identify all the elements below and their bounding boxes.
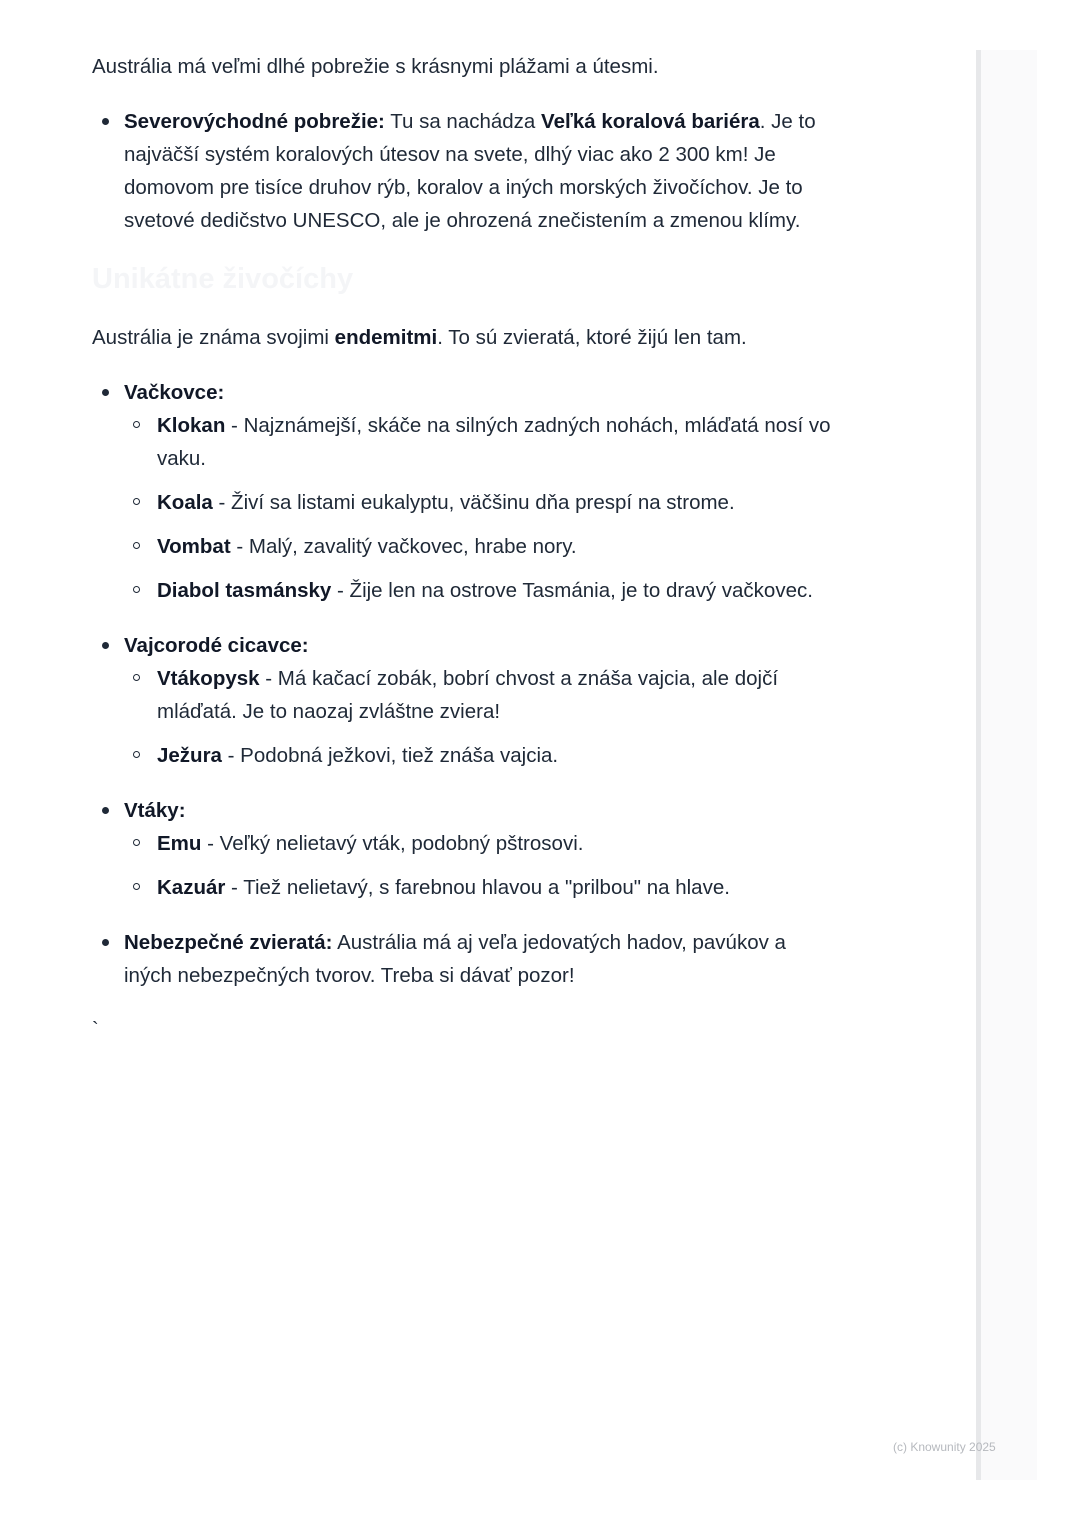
list-item-northeast-coast: Severovýchodné pobrežie: Tu sa nachádza Veľká koralová bariéra. Je to najväčší systém koralových útesov na svete, dlhý viac ako 2 300 km! Je domovom pre tisíce druhov rýb, koralov a iných morských živočíchov. Je to svetové dedičstvo UNESCO, ale je ohrozená znečistením a zmenou klímy. [92,105,832,237]
coast-intro-paragraph: Austrália má veľmi dlhé pobrežie s krásnymi plážami a útesmi. [92,55,659,78]
list-item-birds [92,794,832,904]
item-label: Nebezpečné zvieratá: [124,931,333,954]
great-barrier-reef-term: Veľká koralová bariéra [541,110,760,133]
list-item: Kazuár - Tiež nelietavý, s farebnou hlavou a "prilbou" na hlave. [124,871,832,904]
list-item: Emu - Veľký nelietavý vták, podobný pštrosovi. [124,827,832,860]
list-item-marsupials [92,376,832,607]
list-item-monotremes [92,629,832,772]
monotremes-sublist [124,662,832,772]
group-title: Vačkovce: [124,381,225,404]
section-heading: Unikátne živočíchy [92,263,354,295]
animals-intro-paragraph: Austrália je známa svojimi endemitmi. To sú zvieratá, ktoré žijú len tam. [92,326,747,349]
endemits-term: endemitmi [334,326,438,349]
side-panel [976,50,1037,1480]
birds-sublist [124,827,832,904]
marsupials-sublist [124,409,832,607]
group-title: Vajcorodé cicavce: [124,634,309,657]
list-item: Ježura - Podobná ježkovi, tiež znáša vajcia. [124,739,832,772]
copyright-footer: (c) Knowunity 2025 [893,1440,996,1454]
list-item: Vombat - Malý, zavalitý vačkovec, hrabe nory. [124,530,832,563]
list-item-dangerous-animals: Nebezpečné zvieratá: Austrália má aj veľa jedovatých hadov, pavúkov a iných nebezpečných tvorov. Treba si dávať pozor! [92,926,832,992]
list-item: Diabol tasmánsky - Žije len na ostrove Tasmánia, je to dravý vačkovec. [124,574,832,607]
list-item: Koala - Živí sa listami eukalyptu, väčšinu dňa prespí na strome. [124,486,832,519]
list-item: Klokan - Najznámejší, skáče na silných zadných nohách, mláďatá nosí vo vaku. [124,409,832,475]
stray-backtick: ` [92,1019,99,1041]
item-label: Severovýchodné pobrežie: [124,110,385,133]
group-title: Vtáky: [124,799,186,822]
coast-list [92,105,832,237]
document-body [92,50,832,1047]
animal-groups-list [92,376,832,992]
list-item: Vtákopysk - Má kačací zobák, bobrí chvost a znáša vajcia, ale dojčí mláďatá. Je to naozaj zvláštne zviera! [124,662,832,728]
